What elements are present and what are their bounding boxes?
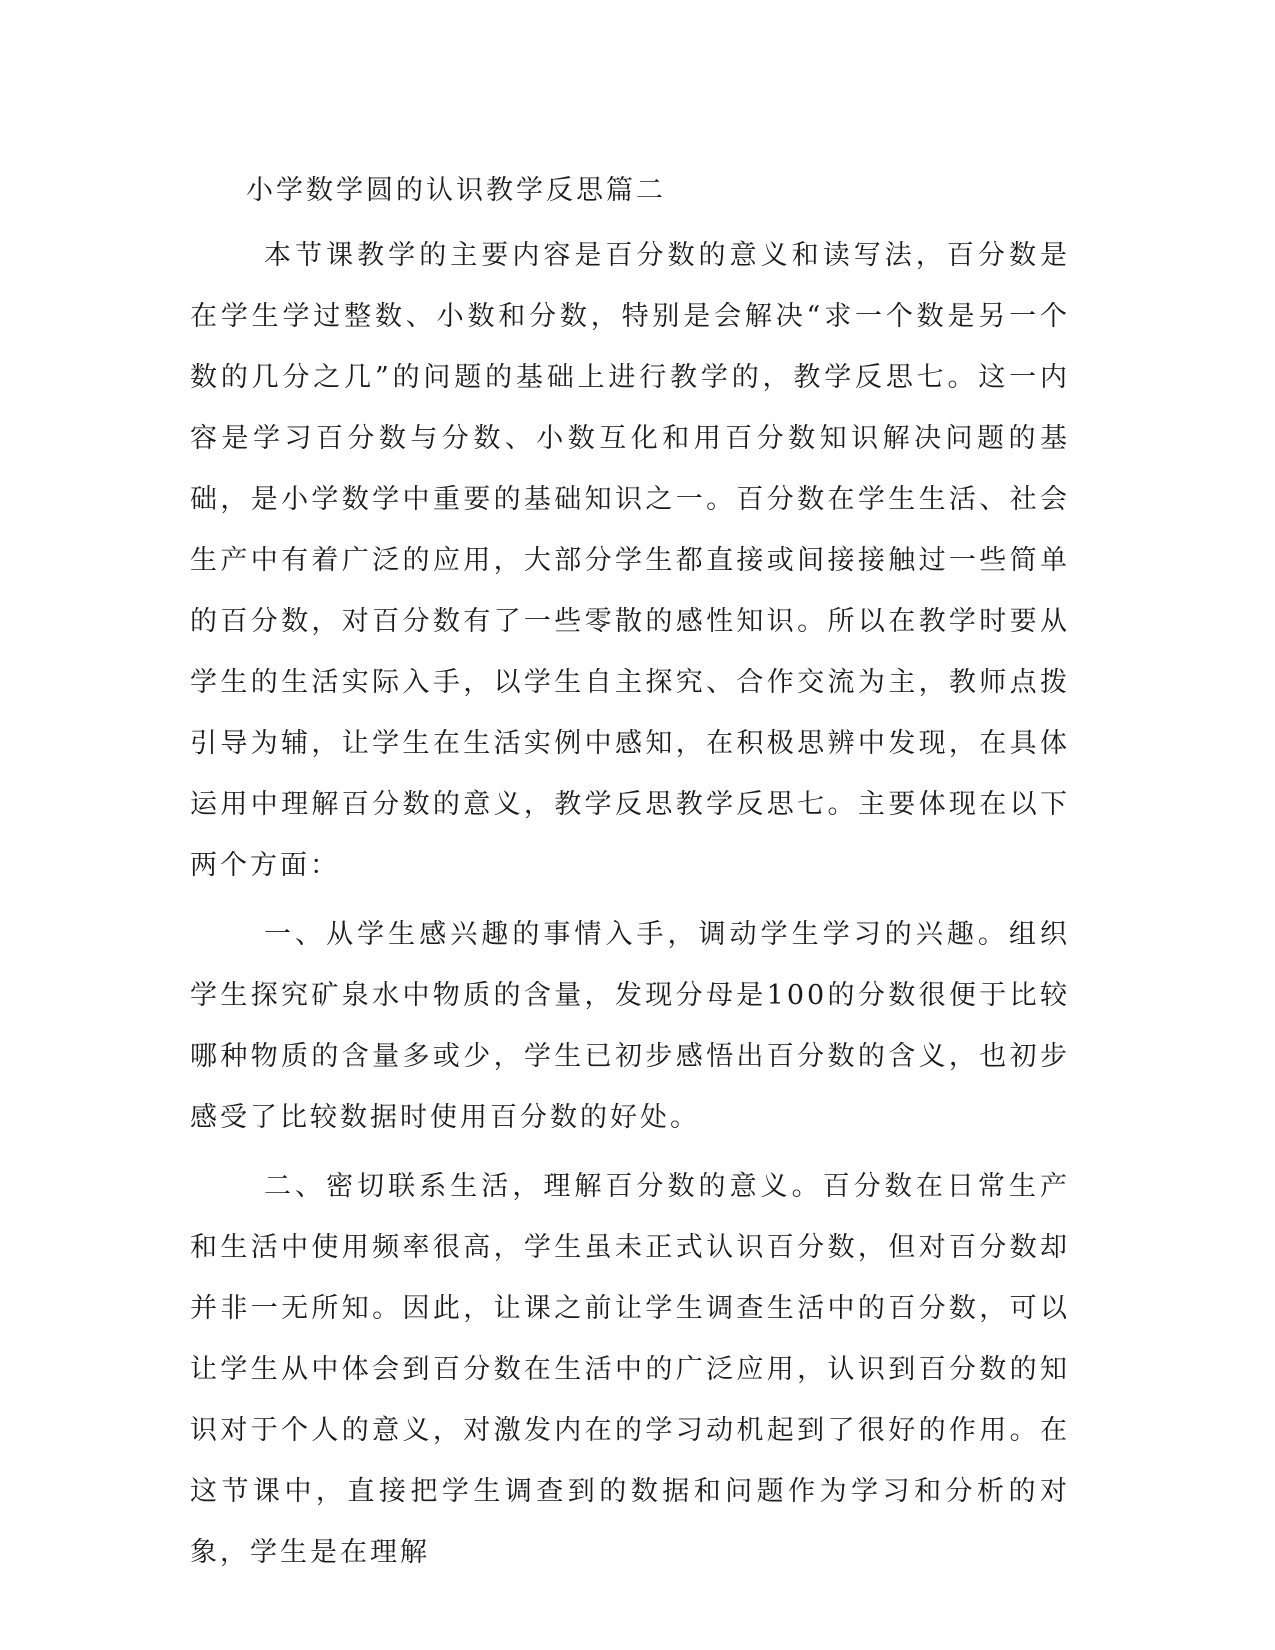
paragraph-point-one: 一、从学生感兴趣的事情入手，调动学生学习的兴趣。组织学生探究矿泉水中物质的含量，发现分母是100的分数很便于比较哪种物质的含量多或少，学生已初步感悟出百分数的含义，也初步感受了比较数据时使用百分数的好处。 — [190, 919, 1070, 1133]
paragraph-point-two: 二、密切联系生活，理解百分数的意义。百分数在日常生产和生活中使用频率很高，学生虽未正式认识百分数，但对百分数却并非一无所知。因此，让课之前让学生调查生活中的百分数，可以让学生从中体会到百分数在生活中的广泛应用，认识到百分数的知识对于个人的意义，对激发内在的学习动机起到了很好的作用。在这节课中，直接把学生调查到的数据和问题作为学习和分析的对象，学生是在理解 — [190, 1171, 1070, 1568]
paragraph-intro: 本节课教学的主要内容是百分数的意义和读写法，百分数是在学生学过整数、小数和分数，特别是会解决“求一个数是另一个数的几分之几”的问题的基础上进行教学的，教学反思七。这一内容是学习百分数与分数、小数互化和用百分数知识解决问题的基础，是小学数学中重要的基础知识之一。百分数在学生生活、社会生产中有着广泛的应用，大部分学生都直接或间接接触过一些简单的百分数，对百分数有了一些零散的感性知识。所以在教学时要从学生的生活实际入手，以学生自主探究、合作交流为主，教师点拨引导为辅，让学生在生活实例中感知，在积极思辨中发现，在具体运用中理解百分数的意义，教学反思教学反思七。主要体现在以下两个方面： — [190, 240, 1070, 881]
document-title: 小学数学圆的认识教学反思篇二 — [246, 175, 666, 206]
document-body — [190, 160, 1070, 1591]
